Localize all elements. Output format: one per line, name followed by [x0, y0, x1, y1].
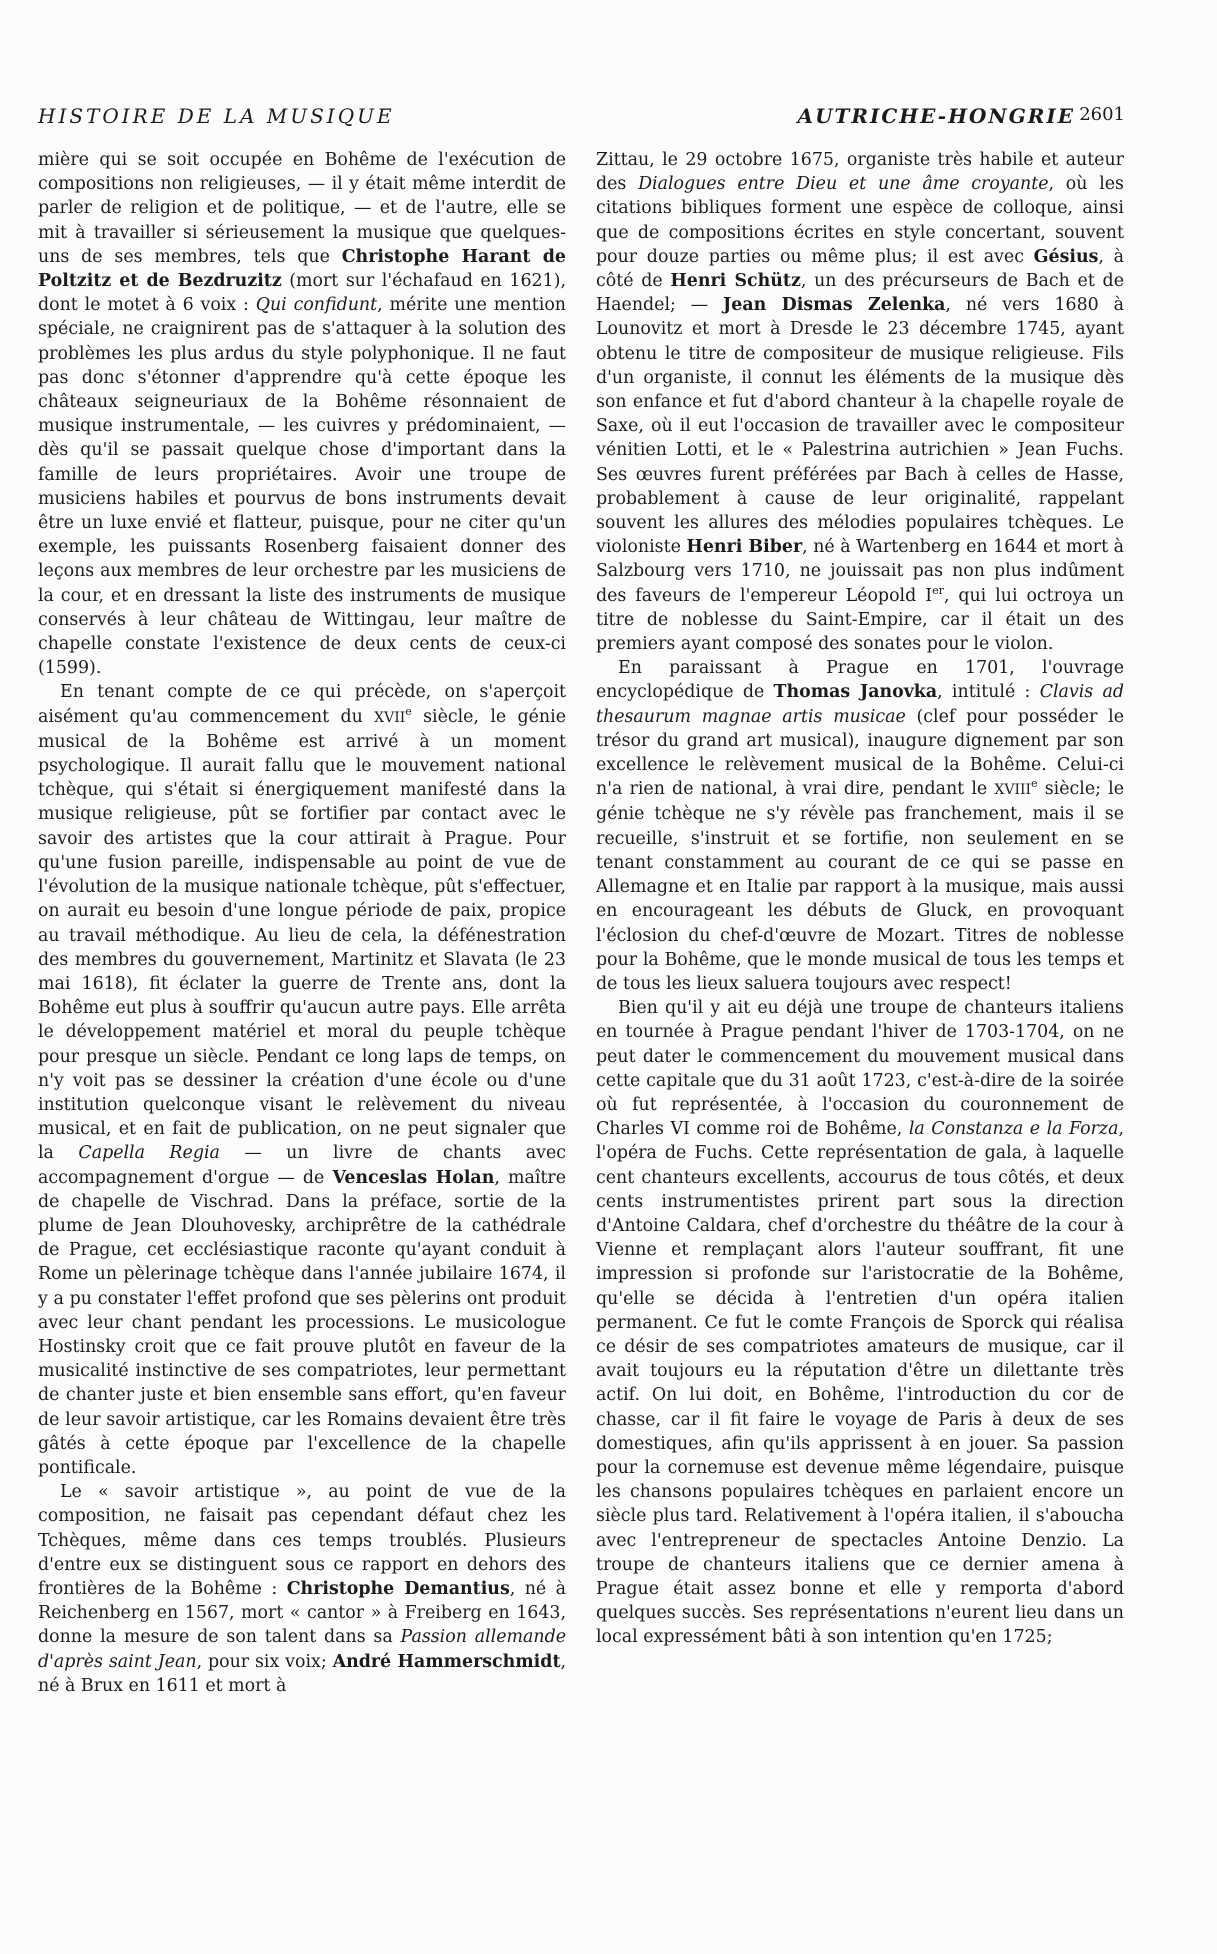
- proper-name: Gésius: [1033, 246, 1099, 267]
- text-run: , maître de chapelle de Vischrad. Dans la préface, sortie de la plume de Jean Dlouhovesky, archiprêtre de la cathédrale de Prague, cet ecclésiastique raconte qu'ayant conduit à Rome un pèlerinage tchèque dans l'année jubilaire 1674, il y a pu constater l'effet profond que ses pèlerins ont produit avec leur chant pendant les processions. Le musicologue Hostinsky croit que ce fait prouve plutôt en faveur de la musicalité instinctive de ses compatriotes, leur permettant de chanter juste et bien ensemble sans effort, qu'en faveur de leur savoir artistique, car les Romains devaient être très gâtés à cette époque par l'excellence de la chapelle pontificale.: [38, 1167, 566, 1478]
- text-run: , né vers 1680 à Lounovitz et mort à Dresde le 23 décembre 1745, ayant obtenu le titre de compositeur de musique religieuse. Fils d'un organiste, il connut les éléments de la musique dès son enfance et fut d'abord chanteur à la chapelle royale de Saxe, où il eut l'occasion de travailler avec le compositeur vénitien Lotti, et le « Palestrina autrichien » Jean Fuchs. Ses œuvres furent préférées par Bach à celles de Hasse, probablement à cause de leur originalité, rappelant souvent les allures des mélodies populaires tchèques. Le violoniste: [596, 295, 1124, 558]
- work-title: Capella Regia: [78, 1143, 220, 1164]
- text-run: Bien qu'il y ait eu déjà une troupe de chanteurs italiens en tournée à Prague pendant l'hiver de 1703-1704, on ne peut dater le commencement du mouvement musical dans cette capitale que du 31 août 1723, c'est-à-dire de la soirée où fut représentée, à l'occasion du couronnement de Charles VI comme roi de Bohême,: [596, 998, 1124, 1140]
- running-header: [38, 104, 1125, 130]
- paragraph: [596, 148, 1124, 656]
- proper-name: Christophe Harant de Poltzitz et de Bezdruzitz: [38, 246, 567, 292]
- text-run: XVIII: [994, 782, 1032, 799]
- text-run: (mort sur l'échafaud en 1621), dont le motet à 6 voix :: [38, 271, 566, 316]
- text-run: , mérite une mention spéciale, ne craignirent pas de s'attaquer à la solution des problèmes les plus ardus du style polyphonique. Il ne faut pas donc s'étonner d'apprendre qu'à cette époque les châteaux seigneuriaux de la Bohême résonnaient de musique instrumentale, — les cuivres y prédominaient, — dès qu'il se passait quelque chose d'important dans la famille de leurs propriétaires. Avoir une troupe de musiciens habiles et pourvus de bons instruments devait être un luxe envié et flatteur, puisque, pour ne citer qu'un exemple, les puissants Rosenberg faisaient donner des leçons aux membres de leur orchestre par les musiciens de la cour, et en dressant la liste des instruments de musique conservés à leur château de Wittingau, leur maître de chapelle constate l'existence de deux cents de ceux-ci (1599).: [38, 295, 566, 679]
- text-run: , où les citations bibliques forment une espèce de colloque, ainsi que de compositions écrites en style concertant, souvent pour douze parties ou même plus; il est avec: [596, 174, 1124, 267]
- proper-name: Henri Schütz: [670, 271, 801, 292]
- paragraph: [38, 148, 566, 680]
- paragraph: [596, 656, 1124, 996]
- text-run: siècle, le génie musical de la Bohême est arrivé à un moment psychologique. Il aurait fallu que le mouvement national tchèque, qui s'était si énergiquement manifesté dans la musique religieuse, pût se fortifier par contact avec le savoir des artistes que la cour attirait à Prague. Pour qu'une fusion pareille, indispensable au point de vue de l'évolution de la musique nationale tchèque, pût s'effectuer, on aurait eu besoin d'une longue période de paix, propice au travail méthodique. Au lieu de cela, la défénestration des membres du gouvernement, Martinitz et Slavata (le 23 mai 1618), fit éclater la guerre de Trente ans, dont la Bohême eut plus à souffrir qu'aucun autre pays. Elle arrêta le développement matériel et moral du peuple tchèque pour presque un siècle. Pendant ce long laps de temps, on n'y voit pas se dessiner la création d'une école ou d'une institution quelconque visant le relèvement du niveau musical, et en fait de publication, on ne peut signaler que la: [38, 706, 566, 1164]
- text-run: , qui lui octroya un titre de noblesse du Saint-Empire, car il était un des premiers ayant composé des sonates pour le violon.: [596, 585, 1124, 655]
- proper-name: Venceslas Holan: [332, 1167, 495, 1188]
- text-run: XVII: [374, 709, 406, 726]
- work-title: Qui confidunt: [255, 295, 378, 316]
- text-run: , né à Brux en 1611 et mort à: [38, 1651, 567, 1696]
- text-run: , l'opéra de Fuchs. Cette représentation de gala, à laquelle cent chanteurs excellents, accourus de tous côtés, et deux cents instrumentistes prirent part sous la direction d'Antoine Caldara, chef d'orchestre du théâtre de la cour à Vienne et remplaçant alors l'auteur souffrant, fit une impression si profonde sur l'aristocratie de la Bohême, qu'elle se décida à l'entretien d'un opéra italien permanent. Ce fut le comte François de Sporck qui réalisa ce désir de ses compatriotes amateurs de musique, car il avait toujours eu la réputation d'être un dilettante très actif. On lui doit, en Bohême, l'introduction du cor de chasse, car il fit faire le voyage de Paris à deux de ses domestiques, afin qu'ils apprissent à en jouer. Sa passion pour la cornemuse est devenue même légendaire, puisque les chansons populaires tchèques en parlaient encore un siècle plus tard. Relativement à l'opéra italien, il s'aboucha avec l'entrepreneur de spectacles Antoine Denzio. La troupe de chanteurs italiens que ce dernier amena à Prague était assez bonne et elle y remporta d'abord quelques succès. Ses représentations n'eurent lieu dans un local expressément bâti à son intention qu'en 1725;: [596, 1119, 1124, 1648]
- text-run: , né à Reichenberg en 1567, mort « cantor » à Freiberg en 1643, donne la mesure de son talent dans sa: [38, 1578, 567, 1648]
- superscript: e: [405, 704, 412, 718]
- page-number: 2601: [1079, 104, 1125, 125]
- running-title-right: AUTRICHE-HONGRIE: [797, 104, 1075, 128]
- superscript: e: [1031, 777, 1038, 791]
- paragraph: [596, 996, 1124, 1649]
- text-run: En paraissant à Prague en 1701, l'ouvrage encyclopédique de: [596, 658, 1124, 703]
- proper-name: Jean Dismas Zelenka: [723, 295, 946, 316]
- text-run: , intitulé :: [937, 682, 1040, 703]
- text-run: En tenant compte de ce qui précède, on s'aperçoit aisément qu'au commencement du: [38, 682, 566, 727]
- text-run: Zittau, le 29 octobre 1675, organiste très habile et auteur des: [596, 150, 1124, 195]
- right-column: [596, 148, 1124, 1650]
- text-run: mière qui se soit occupée en Bohême de l'exécution de compositions non religieuses, — il y était même interdit de parler de religion et de politique, — et de l'autre, elle se mit à travailler si sérieusement la musique que quelques-uns de ses membres, tels que: [38, 150, 566, 267]
- paragraph: [38, 1480, 566, 1698]
- work-title: Passion allemande d'après saint Jean: [38, 1627, 566, 1672]
- proper-name: André Hammerschmidt: [332, 1651, 561, 1672]
- text-run: siècle; le génie tchèque ne s'y révèle pas franchement, mais il se recueille, s'instruit et se fortifie, non seulement en se tenant constamment au courant de ce qui se passe en Allemagne et en Italie par rapport à la musique, mais aussi en encourageant les débuts de Gluck, en provoquant l'éclosion du chef-d'œuvre de Mozart. Titres de noblesse pour la Bohême, que le monde musical de tous les temps et de tous les lieux saluera toujours avec respect!: [596, 779, 1124, 994]
- text-run: Le « savoir artistique », au point de vue de la composition, ne faisait pas cependant défaut chez les Tchèques, même dans ces temps troublés. Plusieurs d'entre eux se distinguent sous ce rapport en dehors des frontières de la Bohême :: [38, 1482, 566, 1599]
- proper-name: Henri Biber: [686, 537, 803, 558]
- paragraph: [38, 680, 566, 1480]
- work-title: Dialogues entre Dieu et une âme croyante: [638, 174, 1049, 195]
- proper-name: Christophe Demantius: [286, 1578, 510, 1599]
- text-run: , né à Wartenberg en 1644 et mort à Salzbourg vers 1710, ne jouissait pas non plus indûment des faveurs de l'empereur Léopold I: [596, 537, 1125, 606]
- proper-name: Thomas Janovka: [773, 682, 938, 703]
- superscript: er: [932, 583, 944, 597]
- text-run: , à côté de: [596, 246, 1124, 292]
- work-title: la Constanza e la Forza: [908, 1119, 1119, 1140]
- work-title: Clavis ad thesaurum magnae artis musicae: [596, 682, 1125, 727]
- text-run: — un livre de chants avec accompagnement d'orgue — de: [38, 1143, 566, 1188]
- left-column: [38, 148, 566, 1698]
- text-run: , un des précurseurs de Bach et de Haendel; —: [596, 271, 1124, 316]
- running-title-left: HISTOIRE DE LA MUSIQUE: [38, 104, 395, 128]
- text-run: (clef pour posséder le trésor du grand art musical), inaugure dignement par son excellence le relèvement musical de la Bohême. Celui-ci n'a rien de national, à vrai dire, pendant le: [596, 706, 1124, 800]
- text-run: , pour six voix;: [196, 1651, 333, 1672]
